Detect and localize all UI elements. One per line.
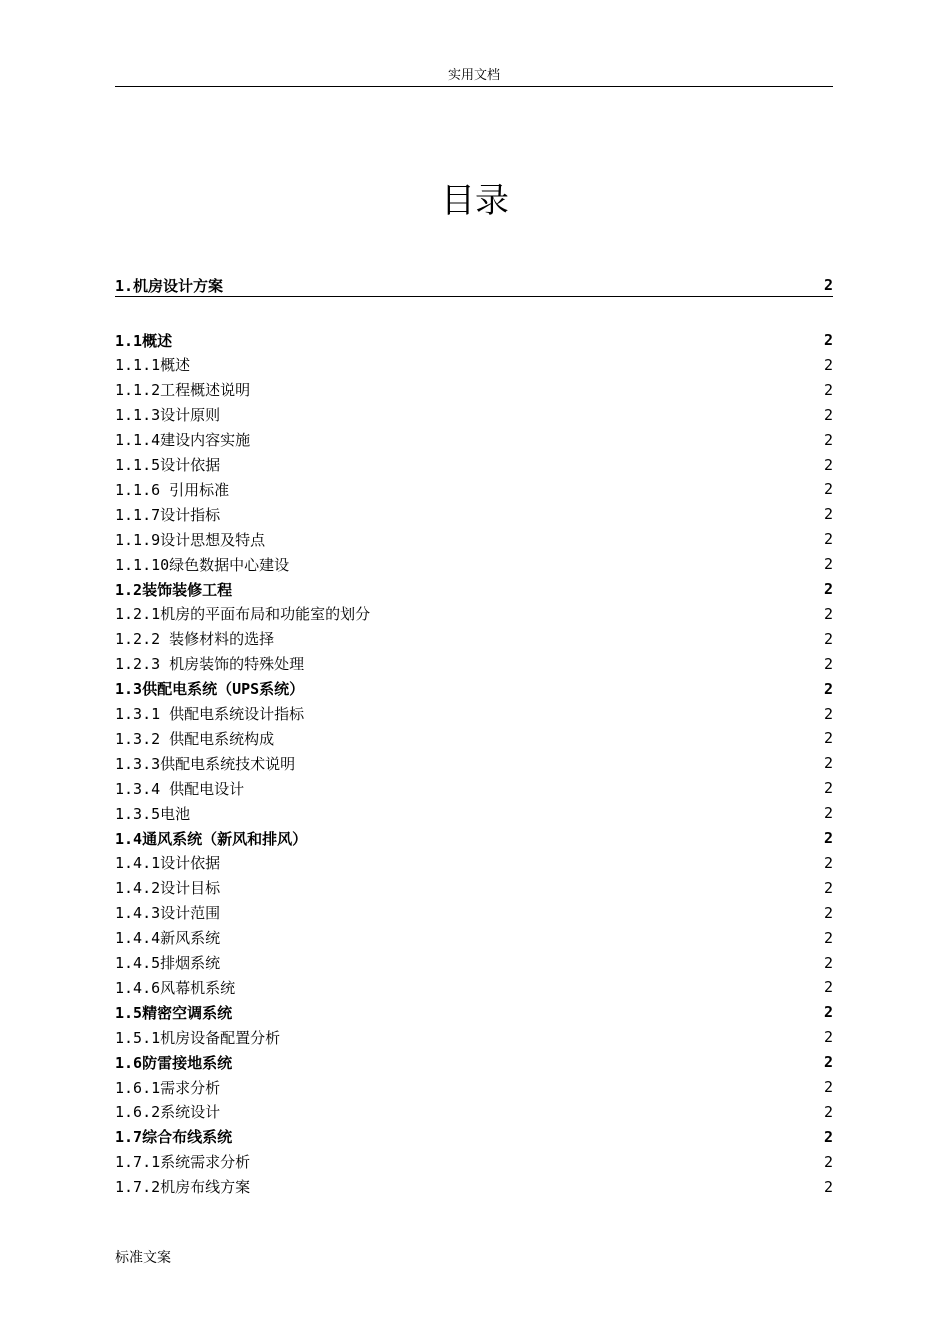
- toc-entry-label: 1.2装饰装修工程: [115, 580, 233, 599]
- toc-entry[interactable]: [115, 378, 833, 402]
- toc-entry-page: 2: [823, 1152, 833, 1171]
- toc-entry-page: 2: [823, 405, 833, 424]
- toc-entry[interactable]: [115, 1025, 833, 1049]
- toc-entry-page: 2: [823, 355, 833, 374]
- toc-entry[interactable]: [115, 926, 833, 950]
- toc-entry-page: 2: [823, 530, 833, 549]
- toc-entry-page: 2: [823, 953, 833, 972]
- toc-entry[interactable]: [115, 1100, 833, 1124]
- toc-entry-label: 1.5.1机房设备配置分析: [115, 1028, 281, 1047]
- toc-entry[interactable]: [115, 453, 833, 477]
- toc-entry-label: 1.7.2机房布线方案: [115, 1178, 251, 1197]
- toc-entry-page: 2: [823, 928, 833, 947]
- toc-entry[interactable]: [115, 876, 833, 900]
- toc-entry-label: 1.6.2系统设计: [115, 1103, 221, 1122]
- toc-entry-label: 1.2.2 装修材料的选择: [115, 630, 275, 649]
- toc-entry[interactable]: [115, 274, 833, 297]
- toc-entry-page: 2: [823, 903, 833, 922]
- toc-entry-label: 1.1.6 引用标准: [115, 480, 230, 499]
- toc-entry-label: 1.7.1系统需求分析: [115, 1153, 251, 1172]
- toc-entry-label: 1.3.2 供配电系统构成: [115, 729, 275, 748]
- toc-entry-page: 2: [823, 679, 833, 698]
- toc-entry[interactable]: [115, 975, 833, 999]
- toc-entry[interactable]: [115, 577, 833, 601]
- toc-entry-label: 1.1.1概述: [115, 356, 191, 375]
- toc-entry-label: 1.1.5设计依据: [115, 456, 221, 474]
- toc-entry-page: 2: [823, 480, 833, 499]
- toc-entry-page: 2: [823, 629, 833, 648]
- toc-entry[interactable]: [115, 477, 833, 501]
- toc-entry-label: 1.4.4新风系统: [115, 929, 221, 948]
- toc-entry-page: 2: [823, 654, 833, 673]
- toc-entry[interactable]: [115, 353, 833, 377]
- toc-entry[interactable]: [115, 328, 833, 352]
- toc-entry-page: 2: [823, 729, 833, 748]
- toc-entry[interactable]: [115, 502, 833, 526]
- toc-entry-page: 2: [823, 555, 833, 574]
- toc-entry[interactable]: [115, 1075, 833, 1099]
- toc-entry-page: 2: [823, 604, 833, 623]
- toc-entry[interactable]: [115, 403, 833, 427]
- toc-entry[interactable]: [115, 527, 833, 551]
- toc-entry[interactable]: [115, 428, 833, 452]
- toc-entry[interactable]: [115, 1150, 833, 1174]
- toc-entry-page: 2: [823, 430, 833, 449]
- toc-entry-label: 1.3.1 供配电系统设计指标: [115, 705, 305, 723]
- toc-entry-page: 2: [823, 754, 833, 773]
- toc-entry-page: 2: [823, 878, 833, 897]
- page-header: 实用文档: [115, 66, 833, 87]
- toc-entry-page: 2: [823, 1102, 833, 1121]
- toc-entry-label: 1.1.2工程概述说明: [115, 381, 251, 400]
- toc-entry-label: 1.4.2设计目标: [115, 879, 221, 898]
- toc-entry-label: 1.4.3设计范围: [115, 904, 221, 923]
- toc-entry[interactable]: [115, 552, 833, 576]
- toc-entry[interactable]: [115, 1175, 833, 1199]
- page-footer: 标准文案: [115, 1250, 171, 1266]
- toc-entry-label: 1.4.1设计依据: [115, 854, 221, 873]
- toc-entry[interactable]: [115, 801, 833, 825]
- toc-entry-label: 1.1.3设计原则: [115, 406, 221, 425]
- toc-entry-label: 1.1.4建设内容实施: [115, 431, 251, 450]
- toc-entry[interactable]: [115, 627, 833, 651]
- page-title: 目录: [441, 181, 509, 221]
- toc-entry[interactable]: [115, 702, 833, 726]
- toc-entry[interactable]: [115, 677, 833, 701]
- toc-entry[interactable]: [115, 652, 833, 676]
- toc-entry-label: 1.1概述: [115, 331, 173, 350]
- toc-entry[interactable]: [115, 726, 833, 750]
- toc-entry[interactable]: [115, 602, 833, 626]
- toc-entry-label: 1.3.4 供配电设计: [115, 779, 245, 798]
- toc-entry-label: 1.机房设计方案: [115, 276, 224, 295]
- toc-entry-label: 1.3.3供配电系统技术说明: [115, 754, 296, 773]
- toc-entry-page: 2: [823, 1078, 833, 1096]
- toc-entry-page: 2: [823, 978, 833, 997]
- toc-entry-label: 1.7综合布线系统: [115, 1128, 233, 1147]
- toc-entry-page: 2: [823, 1177, 833, 1196]
- toc-entry-label: 1.5精密空调系统: [115, 1003, 233, 1022]
- toc-entry[interactable]: [115, 951, 833, 975]
- toc-entry-page: 2: [823, 331, 833, 349]
- toc-entry-page: 2: [823, 580, 833, 598]
- toc-entry-page: 2: [823, 380, 833, 399]
- toc-entry-label: 1.2.3 机房装饰的特殊处理: [115, 655, 305, 674]
- toc-entry-page: 2: [823, 1028, 833, 1047]
- toc-entry-page: 2: [823, 853, 833, 872]
- toc-entry-label: 1.4.5排烟系统: [115, 954, 221, 972]
- toc-entry[interactable]: [115, 826, 833, 850]
- toc-entry-page: 2: [823, 455, 833, 474]
- toc-entry[interactable]: [115, 1000, 833, 1024]
- toc-entry-label: 1.6防雷接地系统: [115, 1053, 233, 1072]
- toc-entry[interactable]: [115, 1050, 833, 1074]
- toc-entry-label: 1.1.10绿色数据中心建设: [115, 555, 290, 574]
- toc-entry-label: 1.3供配电系统（UPS系统）: [115, 680, 305, 699]
- toc-entry[interactable]: [115, 901, 833, 925]
- toc-entry-label: 1.1.7设计指标: [115, 505, 221, 524]
- toc-entry-label: 1.3.5电池: [115, 804, 191, 823]
- toc-entry-label: 1.4通风系统（新风和排风）: [115, 829, 308, 848]
- toc-entry-label: 1.6.1需求分析: [115, 1078, 221, 1097]
- toc-entry[interactable]: [115, 851, 833, 875]
- toc-entry-label: 1.1.9设计思想及特点: [115, 530, 266, 549]
- toc-entry[interactable]: [115, 751, 833, 775]
- toc-entry-page: 2: [823, 1053, 833, 1072]
- toc-entry-page: 2: [823, 1003, 833, 1022]
- toc-entry-page: 2: [823, 704, 833, 723]
- toc-entry[interactable]: [115, 1125, 833, 1149]
- toc-entry-page: 2: [823, 276, 833, 294]
- toc-entry-page: 2: [823, 804, 833, 823]
- toc-entry-page: 2: [823, 779, 833, 798]
- toc-entry-page: 2: [823, 505, 833, 524]
- toc-entry-label: 1.2.1机房的平面布局和功能室的划分: [115, 605, 371, 624]
- toc-entry[interactable]: [115, 776, 833, 800]
- toc-entry-page: 2: [823, 1127, 833, 1146]
- toc-entry-page: 2: [823, 829, 833, 847]
- toc-entry-label: 1.4.6风幕机系统: [115, 978, 236, 997]
